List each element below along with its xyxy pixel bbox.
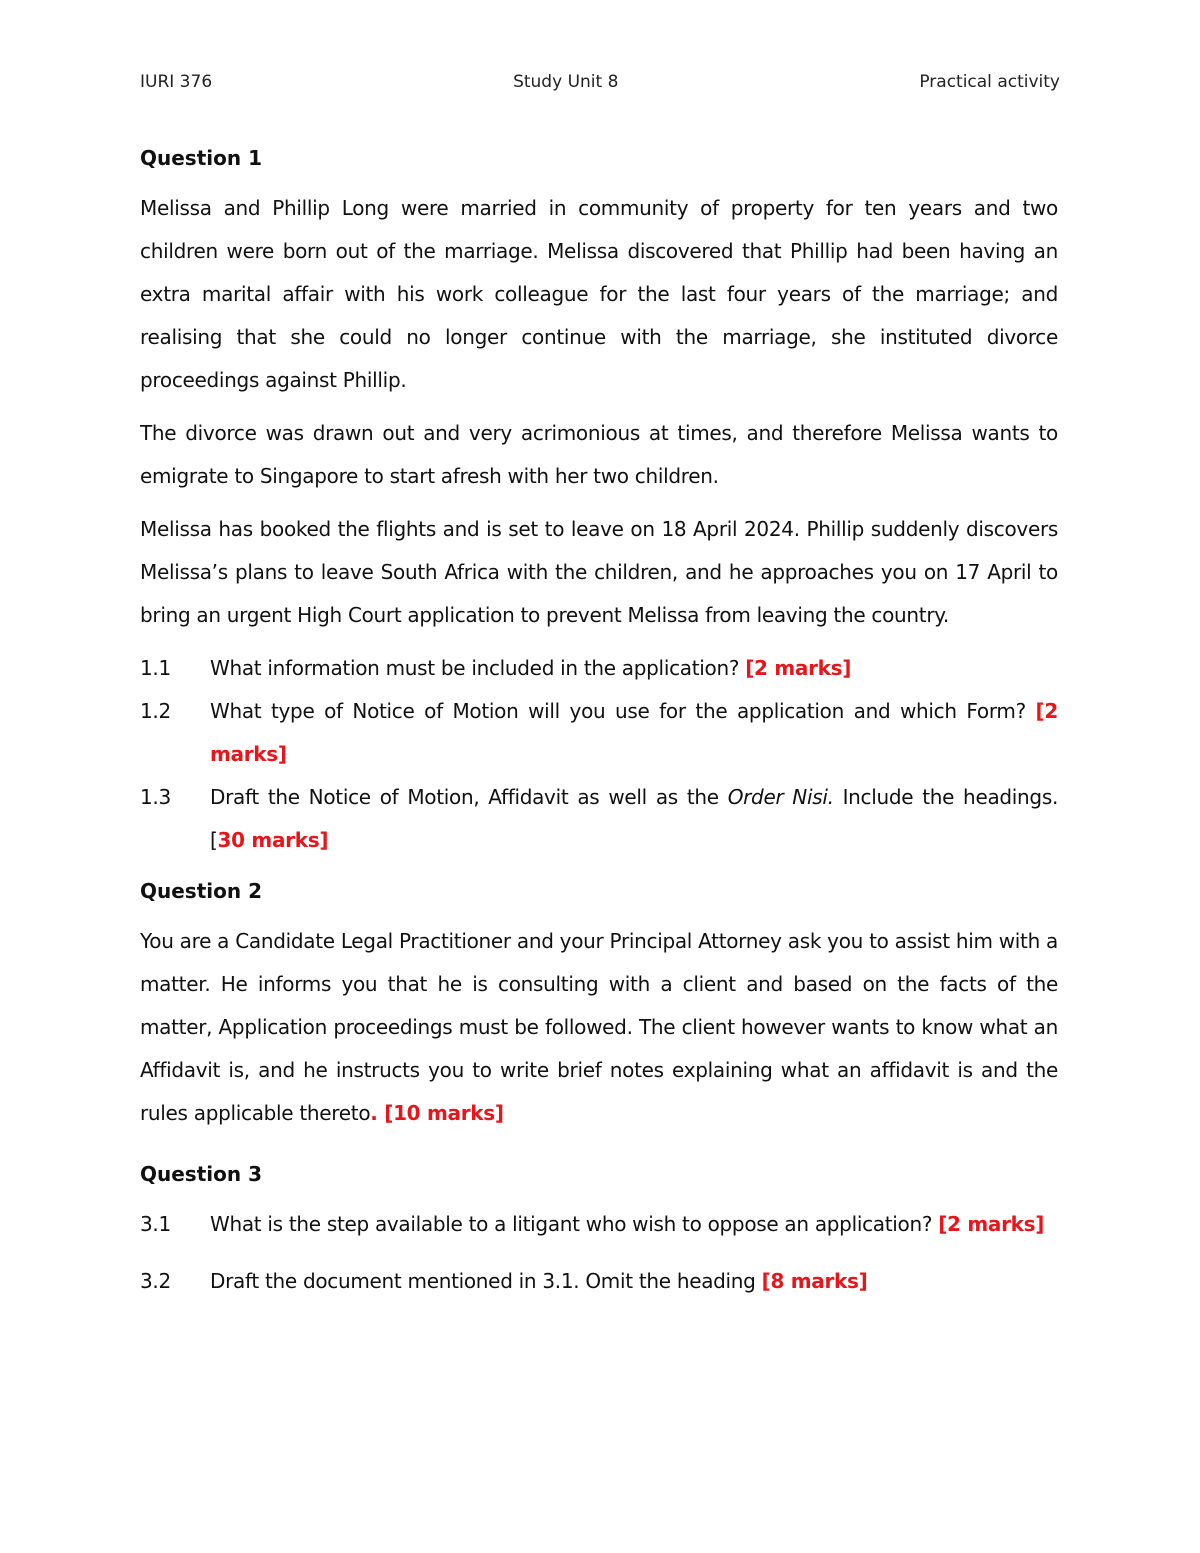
question-item-3-1 bbox=[140, 1203, 1058, 1246]
item-marks: [2 marks] bbox=[745, 656, 852, 680]
item-text: What is the step available to a litigant who wish to oppose an application? bbox=[210, 1212, 939, 1236]
paragraph-marks: . [10 marks] bbox=[370, 1101, 504, 1125]
item-text: Draft the Notice of Motion, Affidavit as well as the bbox=[210, 785, 728, 809]
item-marks: [2 marks] bbox=[938, 1212, 1045, 1236]
page-header bbox=[140, 72, 1060, 92]
item-number: 1.3 bbox=[140, 785, 171, 809]
question-item-1-1 bbox=[140, 647, 1058, 690]
header-activity: Practical activity bbox=[919, 72, 1060, 92]
item-text-continued: Include the headings. [ bbox=[210, 785, 1058, 852]
question-item-1-2 bbox=[140, 690, 1058, 776]
item-number: 1.2 bbox=[140, 699, 171, 723]
header-study-unit: Study Unit 8 bbox=[513, 72, 619, 92]
question-1-paragraph-3: Melissa has booked the flights and is set to leave on 18 April 2024. Phillip suddenly discovers Melissa’s plans to leave South Africa with the children, and he approaches you on 17 April to bring an urgent High Court application to prevent Melissa from leaving the country. bbox=[140, 517, 1058, 627]
paragraph-text: You are a Candidate Legal Practitioner and your Principal Attorney ask you to assist him with a matter. He informs you that he is consulting with a client and based on the facts of the matter, Application proceedings must be followed. The client however wants to know what an Affidavit is, and he instructs you to write brief notes explaining what an affidavit is and the rules applicable thereto bbox=[140, 929, 1058, 1125]
question-item-3-2 bbox=[140, 1260, 1058, 1303]
item-number: 1.1 bbox=[140, 656, 171, 680]
question-1-paragraph-1: Melissa and Phillip Long were married in community of property for ten years and two children were born out of the marriage. Melissa discovered that Phillip had been having an extra marital affair with his work colleague for the last four years of the marriage; and realising that she could no longer continue with the marriage, she instituted divorce proceedings against Phillip. bbox=[140, 196, 1058, 392]
item-number: 3.1 bbox=[140, 1212, 171, 1236]
question-2-title: Question 2 bbox=[140, 879, 262, 903]
header-course-code: IURI 376 bbox=[140, 72, 213, 92]
item-text: Draft the document mentioned in 3.1. Omit the heading bbox=[210, 1269, 762, 1293]
item-italic-term: Order Nisi. bbox=[727, 785, 834, 809]
item-marks: [8 marks] bbox=[761, 1269, 868, 1293]
question-1-title: Question 1 bbox=[140, 146, 262, 170]
question-3-title: Question 3 bbox=[140, 1162, 262, 1186]
question-2-paragraph bbox=[140, 920, 1058, 1135]
item-text: What information must be included in the application? bbox=[210, 656, 746, 680]
item-marks: 30 marks] bbox=[217, 828, 329, 852]
question-item-1-3 bbox=[140, 776, 1058, 862]
question-1-paragraph-2: The divorce was drawn out and very acrimonious at times, and therefore Melissa wants to emigrate to Singapore to start afresh with her two children. bbox=[140, 421, 1058, 488]
item-text: What type of Notice of Motion will you use for the application and which Form? bbox=[210, 699, 1036, 723]
item-number: 3.2 bbox=[140, 1269, 171, 1293]
item-marks: [2 marks] bbox=[210, 699, 1058, 766]
document-body bbox=[140, 143, 1058, 1303]
